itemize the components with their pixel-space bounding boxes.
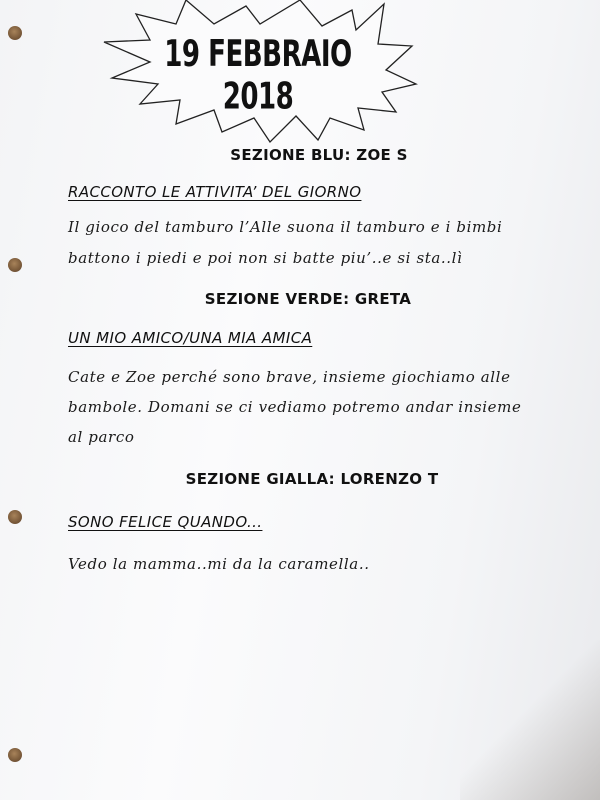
section-heading: UN MIO AMICO/UNA MIA AMICA — [68, 329, 313, 347]
punch-hole — [8, 748, 22, 762]
section-title: SEZIONE VERDE: GRETA — [204, 290, 412, 308]
section-title: SEZIONE BLU: ZOE S — [230, 146, 408, 164]
punch-hole — [8, 510, 22, 524]
section-heading: RACCONTO LE ATTIVITA’ DEL GIORNO — [68, 183, 362, 201]
text-line: bambole. Domani se ci vediamo potremo andar insieme — [68, 398, 522, 416]
section-title: SEZIONE GIALLA: LORENZO T — [185, 470, 439, 488]
text-line: battono i piedi e poi non si batte piu’..e si sta..lì — [68, 249, 463, 267]
text-line: al parco — [68, 428, 135, 446]
page-title: 19 FEBBRAIO 2018 — [164, 32, 352, 117]
punch-hole — [8, 26, 22, 40]
text-line: Cate e Zoe perché sono brave, insieme giochiamo alle — [68, 368, 511, 386]
punch-hole — [8, 258, 22, 272]
text-line: Vedo la mamma..mi da la caramella.. — [68, 555, 370, 573]
text-line: Il gioco del tamburo l’Alle suona il tamburo e i bimbi — [68, 218, 503, 236]
paper-shadow — [460, 640, 600, 800]
section-heading: SONO FELICE QUANDO... — [68, 513, 263, 531]
